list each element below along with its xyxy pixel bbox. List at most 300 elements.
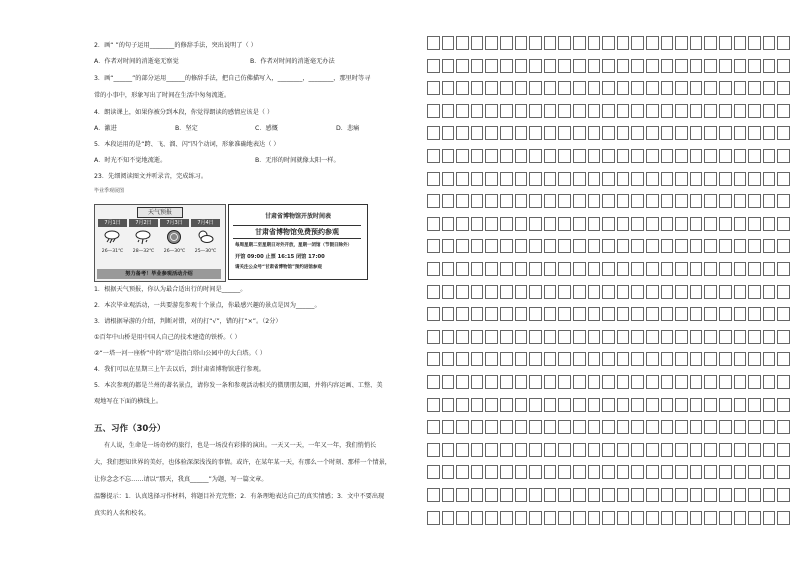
grid-cell[interactable] xyxy=(456,511,469,525)
grid-cell[interactable] xyxy=(456,352,469,366)
grid-cell[interactable] xyxy=(427,104,440,118)
grid-cell[interactable] xyxy=(529,375,542,389)
grid-cell[interactable] xyxy=(456,36,469,50)
grid-cell[interactable] xyxy=(456,59,469,73)
grid-cell[interactable] xyxy=(588,307,601,321)
grid-cell[interactable] xyxy=(777,194,790,208)
grid-cell[interactable] xyxy=(515,443,528,457)
grid-cell[interactable] xyxy=(485,59,498,73)
grid-cell[interactable] xyxy=(719,307,732,321)
grid-cell[interactable] xyxy=(763,420,776,434)
grid-cell[interactable] xyxy=(719,104,732,118)
grid-cell[interactable] xyxy=(471,330,484,344)
grid-cell[interactable] xyxy=(748,307,761,321)
grid-cell[interactable] xyxy=(631,149,644,163)
grid-cell[interactable] xyxy=(631,488,644,502)
grid-cell[interactable] xyxy=(515,420,528,434)
grid-cell[interactable] xyxy=(500,36,513,50)
grid-cell[interactable] xyxy=(631,104,644,118)
grid-cell[interactable] xyxy=(704,285,717,299)
grid-cell[interactable] xyxy=(573,398,586,412)
grid-cell[interactable] xyxy=(646,239,659,253)
grid-cell[interactable] xyxy=(456,488,469,502)
grid-cell[interactable] xyxy=(734,330,747,344)
grid-cell[interactable] xyxy=(500,285,513,299)
grid-cell[interactable] xyxy=(500,375,513,389)
grid-cell[interactable] xyxy=(500,352,513,366)
grid-cell[interactable] xyxy=(515,126,528,140)
grid-cell[interactable] xyxy=(690,217,703,231)
grid-cell[interactable] xyxy=(719,465,732,479)
grid-cell[interactable] xyxy=(442,398,455,412)
grid-cell[interactable] xyxy=(602,285,615,299)
grid-cell[interactable] xyxy=(485,375,498,389)
grid-cell[interactable] xyxy=(427,285,440,299)
grid-cell[interactable] xyxy=(471,149,484,163)
grid-cell[interactable] xyxy=(529,488,542,502)
grid-cell[interactable] xyxy=(631,36,644,50)
grid-cell[interactable] xyxy=(763,352,776,366)
grid-cell[interactable] xyxy=(719,285,732,299)
grid-cell[interactable] xyxy=(763,172,776,186)
grid-cell[interactable] xyxy=(602,307,615,321)
grid-cell[interactable] xyxy=(690,488,703,502)
grid-cell[interactable] xyxy=(515,217,528,231)
grid-cell[interactable] xyxy=(777,285,790,299)
grid-cell[interactable] xyxy=(675,59,688,73)
grid-cell[interactable] xyxy=(690,352,703,366)
grid-cell[interactable] xyxy=(558,126,571,140)
grid-cell[interactable] xyxy=(588,104,601,118)
grid-cell[interactable] xyxy=(544,59,557,73)
grid-cell[interactable] xyxy=(588,488,601,502)
grid-cell[interactable] xyxy=(573,262,586,276)
grid-cell[interactable] xyxy=(558,194,571,208)
grid-cell[interactable] xyxy=(442,172,455,186)
grid-cell[interactable] xyxy=(529,330,542,344)
grid-cell[interactable] xyxy=(500,217,513,231)
grid-cell[interactable] xyxy=(442,262,455,276)
grid-cell[interactable] xyxy=(661,307,674,321)
grid-cell[interactable] xyxy=(485,172,498,186)
grid-cell[interactable] xyxy=(631,443,644,457)
grid-cell[interactable] xyxy=(734,217,747,231)
grid-cell[interactable] xyxy=(777,217,790,231)
grid-cell[interactable] xyxy=(442,330,455,344)
grid-cell[interactable] xyxy=(748,352,761,366)
grid-cell[interactable] xyxy=(734,81,747,95)
grid-cell[interactable] xyxy=(558,420,571,434)
grid-cell[interactable] xyxy=(573,104,586,118)
grid-cell[interactable] xyxy=(456,398,469,412)
grid-cell[interactable] xyxy=(631,352,644,366)
grid-cell[interactable] xyxy=(646,375,659,389)
grid-cell[interactable] xyxy=(734,59,747,73)
grid-cell[interactable] xyxy=(588,352,601,366)
grid-cell[interactable] xyxy=(719,262,732,276)
grid-cell[interactable] xyxy=(748,443,761,457)
grid-cell[interactable] xyxy=(690,172,703,186)
grid-cell[interactable] xyxy=(573,126,586,140)
grid-cell[interactable] xyxy=(544,465,557,479)
grid-cell[interactable] xyxy=(646,307,659,321)
grid-cell[interactable] xyxy=(573,511,586,525)
grid-cell[interactable] xyxy=(734,307,747,321)
grid-cell[interactable] xyxy=(617,262,630,276)
grid-cell[interactable] xyxy=(734,104,747,118)
grid-cell[interactable] xyxy=(471,126,484,140)
grid-cell[interactable] xyxy=(573,172,586,186)
grid-cell[interactable] xyxy=(675,488,688,502)
grid-cell[interactable] xyxy=(442,104,455,118)
grid-cell[interactable] xyxy=(631,285,644,299)
grid-cell[interactable] xyxy=(719,352,732,366)
grid-cell[interactable] xyxy=(661,352,674,366)
grid-cell[interactable] xyxy=(602,330,615,344)
grid-cell[interactable] xyxy=(485,330,498,344)
grid-cell[interactable] xyxy=(734,465,747,479)
grid-cell[interactable] xyxy=(777,330,790,344)
grid-cell[interactable] xyxy=(690,465,703,479)
grid-cell[interactable] xyxy=(719,398,732,412)
grid-cell[interactable] xyxy=(631,239,644,253)
grid-cell[interactable] xyxy=(690,104,703,118)
grid-cell[interactable] xyxy=(427,81,440,95)
grid-cell[interactable] xyxy=(544,307,557,321)
grid-cell[interactable] xyxy=(734,511,747,525)
grid-cell[interactable] xyxy=(617,398,630,412)
grid-cell[interactable] xyxy=(500,194,513,208)
grid-cell[interactable] xyxy=(544,217,557,231)
grid-cell[interactable] xyxy=(704,443,717,457)
grid-cell[interactable] xyxy=(763,149,776,163)
grid-cell[interactable] xyxy=(602,420,615,434)
grid-cell[interactable] xyxy=(631,126,644,140)
grid-cell[interactable] xyxy=(661,59,674,73)
grid-cell[interactable] xyxy=(704,465,717,479)
grid-cell[interactable] xyxy=(485,420,498,434)
grid-cell[interactable] xyxy=(646,352,659,366)
grid-cell[interactable] xyxy=(646,81,659,95)
grid-cell[interactable] xyxy=(515,149,528,163)
grid-cell[interactable] xyxy=(529,172,542,186)
grid-cell[interactable] xyxy=(529,239,542,253)
grid-cell[interactable] xyxy=(617,194,630,208)
grid-cell[interactable] xyxy=(617,330,630,344)
grid-cell[interactable] xyxy=(777,307,790,321)
grid-cell[interactable] xyxy=(573,488,586,502)
grid-cell[interactable] xyxy=(704,217,717,231)
grid-cell[interactable] xyxy=(485,398,498,412)
grid-cell[interactable] xyxy=(631,375,644,389)
grid-cell[interactable] xyxy=(456,307,469,321)
grid-cell[interactable] xyxy=(529,465,542,479)
grid-cell[interactable] xyxy=(734,239,747,253)
grid-cell[interactable] xyxy=(500,81,513,95)
grid-cell[interactable] xyxy=(602,239,615,253)
grid-cell[interactable] xyxy=(661,285,674,299)
grid-cell[interactable] xyxy=(485,352,498,366)
grid-cell[interactable] xyxy=(719,81,732,95)
grid-cell[interactable] xyxy=(602,398,615,412)
grid-cell[interactable] xyxy=(442,81,455,95)
grid-cell[interactable] xyxy=(690,262,703,276)
grid-cell[interactable] xyxy=(573,443,586,457)
grid-cell[interactable] xyxy=(763,59,776,73)
grid-cell[interactable] xyxy=(602,194,615,208)
grid-cell[interactable] xyxy=(704,375,717,389)
grid-cell[interactable] xyxy=(646,488,659,502)
grid-cell[interactable] xyxy=(456,262,469,276)
grid-cell[interactable] xyxy=(646,285,659,299)
grid-cell[interactable] xyxy=(675,285,688,299)
grid-cell[interactable] xyxy=(661,217,674,231)
grid-cell[interactable] xyxy=(500,262,513,276)
grid-cell[interactable] xyxy=(631,398,644,412)
grid-cell[interactable] xyxy=(704,149,717,163)
grid-cell[interactable] xyxy=(573,149,586,163)
grid-cell[interactable] xyxy=(602,511,615,525)
grid-cell[interactable] xyxy=(500,443,513,457)
grid-cell[interactable] xyxy=(675,126,688,140)
grid-cell[interactable] xyxy=(573,36,586,50)
grid-cell[interactable] xyxy=(427,126,440,140)
grid-cell[interactable] xyxy=(646,104,659,118)
grid-cell[interactable] xyxy=(704,398,717,412)
grid-cell[interactable] xyxy=(573,217,586,231)
grid-cell[interactable] xyxy=(456,172,469,186)
grid-cell[interactable] xyxy=(646,217,659,231)
grid-cell[interactable] xyxy=(529,126,542,140)
grid-cell[interactable] xyxy=(777,36,790,50)
grid-cell[interactable] xyxy=(456,126,469,140)
grid-cell[interactable] xyxy=(544,488,557,502)
grid-cell[interactable] xyxy=(588,465,601,479)
grid-cell[interactable] xyxy=(485,307,498,321)
grid-cell[interactable] xyxy=(427,59,440,73)
grid-cell[interactable] xyxy=(529,217,542,231)
grid-cell[interactable] xyxy=(515,285,528,299)
grid-cell[interactable] xyxy=(763,285,776,299)
grid-cell[interactable] xyxy=(485,511,498,525)
grid-cell[interactable] xyxy=(471,285,484,299)
grid-cell[interactable] xyxy=(558,465,571,479)
grid-cell[interactable] xyxy=(617,420,630,434)
grid-cell[interactable] xyxy=(777,149,790,163)
grid-cell[interactable] xyxy=(485,262,498,276)
grid-cell[interactable] xyxy=(442,443,455,457)
grid-cell[interactable] xyxy=(719,194,732,208)
grid-cell[interactable] xyxy=(719,239,732,253)
grid-cell[interactable] xyxy=(661,172,674,186)
grid-cell[interactable] xyxy=(777,443,790,457)
grid-cell[interactable] xyxy=(456,285,469,299)
grid-cell[interactable] xyxy=(442,465,455,479)
grid-cell[interactable] xyxy=(529,443,542,457)
grid-cell[interactable] xyxy=(588,59,601,73)
grid-cell[interactable] xyxy=(763,375,776,389)
grid-cell[interactable] xyxy=(485,285,498,299)
grid-cell[interactable] xyxy=(427,352,440,366)
grid-cell[interactable] xyxy=(748,36,761,50)
grid-cell[interactable] xyxy=(442,126,455,140)
grid-cell[interactable] xyxy=(734,149,747,163)
grid-cell[interactable] xyxy=(719,330,732,344)
grid-cell[interactable] xyxy=(544,398,557,412)
grid-cell[interactable] xyxy=(427,262,440,276)
grid-cell[interactable] xyxy=(617,217,630,231)
grid-cell[interactable] xyxy=(690,375,703,389)
grid-cell[interactable] xyxy=(558,81,571,95)
grid-cell[interactable] xyxy=(456,465,469,479)
grid-cell[interactable] xyxy=(602,172,615,186)
grid-cell[interactable] xyxy=(544,375,557,389)
grid-cell[interactable] xyxy=(617,465,630,479)
grid-cell[interactable] xyxy=(529,81,542,95)
grid-cell[interactable] xyxy=(675,352,688,366)
grid-cell[interactable] xyxy=(675,36,688,50)
grid-cell[interactable] xyxy=(515,488,528,502)
grid-cell[interactable] xyxy=(704,239,717,253)
grid-cell[interactable] xyxy=(471,194,484,208)
grid-cell[interactable] xyxy=(471,465,484,479)
grid-cell[interactable] xyxy=(675,330,688,344)
grid-cell[interactable] xyxy=(573,81,586,95)
grid-cell[interactable] xyxy=(763,262,776,276)
grid-cell[interactable] xyxy=(515,352,528,366)
grid-cell[interactable] xyxy=(427,398,440,412)
grid-cell[interactable] xyxy=(719,126,732,140)
grid-cell[interactable] xyxy=(602,352,615,366)
grid-cell[interactable] xyxy=(734,375,747,389)
grid-cell[interactable] xyxy=(748,398,761,412)
grid-cell[interactable] xyxy=(763,307,776,321)
grid-cell[interactable] xyxy=(661,465,674,479)
grid-cell[interactable] xyxy=(675,81,688,95)
grid-cell[interactable] xyxy=(777,398,790,412)
grid-cell[interactable] xyxy=(704,488,717,502)
grid-cell[interactable] xyxy=(442,375,455,389)
grid-cell[interactable] xyxy=(485,239,498,253)
grid-cell[interactable] xyxy=(588,511,601,525)
grid-cell[interactable] xyxy=(529,262,542,276)
grid-cell[interactable] xyxy=(500,239,513,253)
grid-cell[interactable] xyxy=(529,352,542,366)
grid-cell[interactable] xyxy=(427,330,440,344)
grid-cell[interactable] xyxy=(763,488,776,502)
grid-cell[interactable] xyxy=(690,511,703,525)
grid-cell[interactable] xyxy=(690,126,703,140)
grid-cell[interactable] xyxy=(485,488,498,502)
grid-cell[interactable] xyxy=(704,330,717,344)
grid-cell[interactable] xyxy=(734,172,747,186)
grid-cell[interactable] xyxy=(515,262,528,276)
grid-cell[interactable] xyxy=(748,488,761,502)
grid-cell[interactable] xyxy=(675,420,688,434)
grid-cell[interactable] xyxy=(529,420,542,434)
grid-cell[interactable] xyxy=(588,217,601,231)
grid-cell[interactable] xyxy=(748,420,761,434)
grid-cell[interactable] xyxy=(544,330,557,344)
grid-cell[interactable] xyxy=(544,172,557,186)
grid-cell[interactable] xyxy=(427,194,440,208)
grid-cell[interactable] xyxy=(675,104,688,118)
grid-cell[interactable] xyxy=(602,217,615,231)
grid-cell[interactable] xyxy=(777,262,790,276)
grid-cell[interactable] xyxy=(763,194,776,208)
grid-cell[interactable] xyxy=(558,36,571,50)
grid-cell[interactable] xyxy=(515,36,528,50)
grid-cell[interactable] xyxy=(529,36,542,50)
grid-cell[interactable] xyxy=(485,81,498,95)
grid-cell[interactable] xyxy=(456,149,469,163)
grid-cell[interactable] xyxy=(500,307,513,321)
grid-cell[interactable] xyxy=(544,420,557,434)
grid-cell[interactable] xyxy=(573,465,586,479)
grid-cell[interactable] xyxy=(544,194,557,208)
grid-cell[interactable] xyxy=(748,194,761,208)
grid-cell[interactable] xyxy=(646,465,659,479)
grid-cell[interactable] xyxy=(558,149,571,163)
grid-cell[interactable] xyxy=(661,398,674,412)
grid-cell[interactable] xyxy=(690,398,703,412)
grid-cell[interactable] xyxy=(734,352,747,366)
grid-cell[interactable] xyxy=(427,307,440,321)
grid-cell[interactable] xyxy=(602,149,615,163)
grid-cell[interactable] xyxy=(748,217,761,231)
grid-cell[interactable] xyxy=(777,511,790,525)
grid-cell[interactable] xyxy=(529,285,542,299)
grid-cell[interactable] xyxy=(631,511,644,525)
grid-cell[interactable] xyxy=(427,488,440,502)
grid-cell[interactable] xyxy=(515,398,528,412)
grid-cell[interactable] xyxy=(485,104,498,118)
grid-cell[interactable] xyxy=(456,443,469,457)
grid-cell[interactable] xyxy=(763,36,776,50)
grid-cell[interactable] xyxy=(471,488,484,502)
grid-cell[interactable] xyxy=(748,375,761,389)
grid-cell[interactable] xyxy=(719,488,732,502)
grid-cell[interactable] xyxy=(442,420,455,434)
grid-cell[interactable] xyxy=(456,217,469,231)
grid-cell[interactable] xyxy=(661,511,674,525)
grid-cell[interactable] xyxy=(646,262,659,276)
grid-cell[interactable] xyxy=(442,307,455,321)
grid-cell[interactable] xyxy=(544,81,557,95)
grid-cell[interactable] xyxy=(456,330,469,344)
grid-cell[interactable] xyxy=(485,36,498,50)
grid-cell[interactable] xyxy=(515,307,528,321)
grid-cell[interactable] xyxy=(515,59,528,73)
grid-cell[interactable] xyxy=(442,239,455,253)
composition-writing-grid[interactable] xyxy=(427,36,793,556)
grid-cell[interactable] xyxy=(588,375,601,389)
grid-cell[interactable] xyxy=(675,465,688,479)
grid-cell[interactable] xyxy=(544,285,557,299)
grid-cell[interactable] xyxy=(427,239,440,253)
grid-cell[interactable] xyxy=(734,36,747,50)
grid-cell[interactable] xyxy=(515,172,528,186)
grid-cell[interactable] xyxy=(471,104,484,118)
grid-cell[interactable] xyxy=(675,511,688,525)
grid-cell[interactable] xyxy=(544,239,557,253)
grid-cell[interactable] xyxy=(763,443,776,457)
grid-cell[interactable] xyxy=(442,488,455,502)
grid-cell[interactable] xyxy=(427,420,440,434)
grid-cell[interactable] xyxy=(471,375,484,389)
grid-cell[interactable] xyxy=(515,375,528,389)
grid-cell[interactable] xyxy=(558,375,571,389)
